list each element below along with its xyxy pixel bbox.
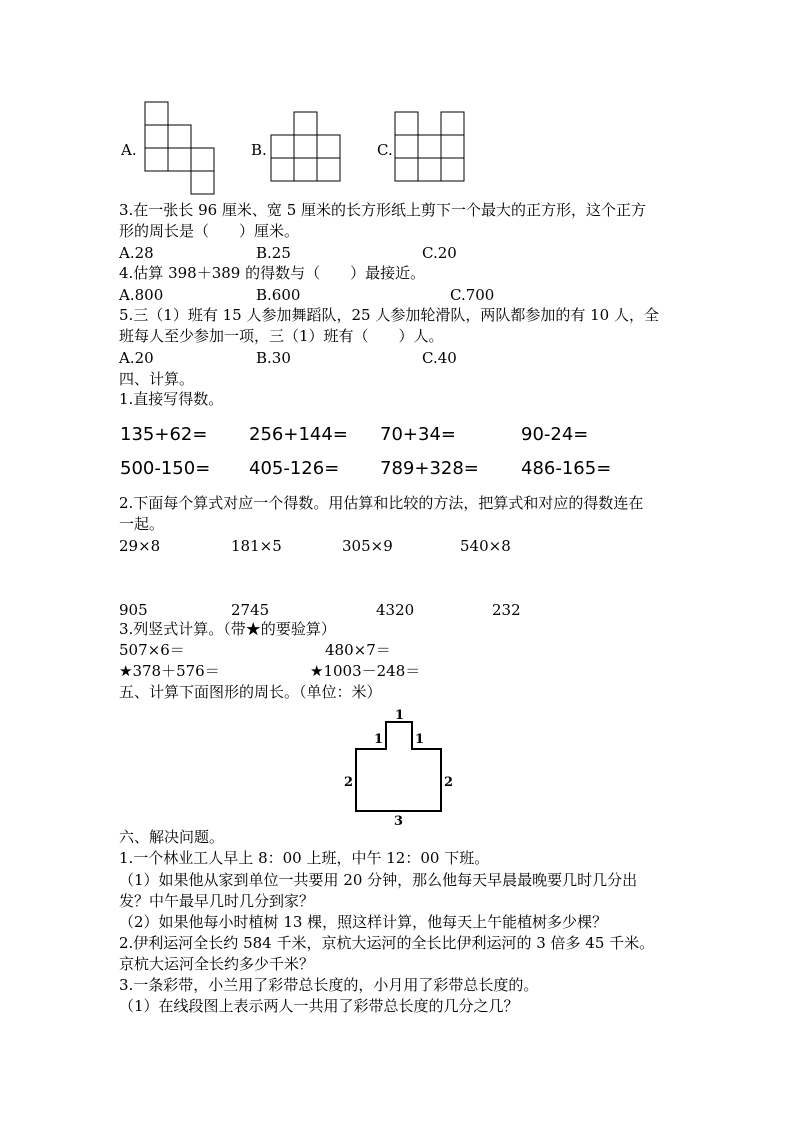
match-result-3: 4320 — [376, 601, 415, 619]
q5-line2: 班每人至少参加一项，三（1）班有（ ）人。 — [119, 327, 444, 345]
perimeter-figure — [340, 705, 460, 827]
match-expr-1: 29×8 — [119, 537, 161, 555]
label-right-big: 2 — [444, 775, 454, 790]
option-c-label: C. — [377, 141, 393, 159]
match-result-4: 232 — [492, 601, 521, 619]
section4-p2-line1: 2.下面每个算式对应一个得数。用估算和比较的方法，把算式和对应的得数连在 — [119, 494, 644, 512]
direct-calc-5: 500-150= — [120, 458, 211, 479]
q3-option-b: B.25 — [256, 244, 291, 262]
label-bottom: 3 — [394, 814, 404, 827]
vertical-calc-2: 480×7＝ — [325, 641, 391, 659]
option-b-figure — [266, 110, 346, 186]
q4-option-a: A.800 — [119, 286, 164, 304]
section6-q2-line2: 京杭大运河全长约多少千米？ — [119, 955, 315, 973]
q5-option-c: C.40 — [422, 349, 457, 367]
q5-line1: 5.三（1）班有 15 人参加舞蹈队，25 人参加轮滑队，两队都参加的有 10 人，全 — [119, 306, 659, 324]
direct-calc-3: 70+34= — [380, 424, 456, 445]
q4-option-b: B.600 — [256, 286, 301, 304]
direct-calc-6: 405-126= — [249, 458, 340, 479]
q3-line1: 3.在一张长 96 厘米、宽 5 厘米的长方形纸上剪下一个最大的正方形，这个正方 — [119, 201, 647, 219]
section6-title: 六、解决问题。 — [119, 828, 225, 846]
section4-p3: 3.列竖式计算。（带★的要验算） — [119, 620, 336, 638]
section6-q1a-line2: 发？中午最早几时几分到家？ — [119, 892, 315, 910]
section4-p1: 1.直接写得数。 — [119, 390, 224, 408]
vertical-calc-1: 507×6＝ — [119, 641, 185, 659]
q3-line2: 形的周长是（ ）厘米。 — [119, 222, 300, 240]
section6-q1b: （2）如果他每小时植树 13 棵，照这样计算，他每天上午能植树多少棵？ — [119, 913, 608, 931]
option-b-label: B. — [251, 141, 267, 159]
match-result-2: 2745 — [231, 601, 270, 619]
section6-q2-line1: 2.伊利运河全长约 584 千米，京杭大运河的全长比伊利运河的 3 倍多 45 千米。 — [119, 934, 655, 952]
label-top: 1 — [395, 708, 405, 723]
q5-option-b: B.30 — [256, 349, 291, 367]
option-a-figure — [140, 100, 220, 196]
vertical-calc-4: ★1003－248＝ — [310, 662, 421, 680]
section5-title: 五、计算下面图形的周长。（单位：米） — [119, 683, 382, 701]
direct-calc-8: 486-165= — [521, 458, 612, 479]
label-left-small: 1 — [374, 732, 384, 747]
match-result-1: 905 — [119, 601, 148, 619]
section6-q3: 3.一条彩带，小兰用了彩带总长度的，小月用了彩带总长度的。 — [119, 976, 539, 994]
label-left-big: 2 — [344, 775, 354, 790]
section4-title: 四、计算。 — [119, 370, 195, 388]
vertical-calc-3: ★378＋576＝ — [119, 662, 220, 680]
q4-option-c: C.700 — [450, 286, 495, 304]
match-expr-4: 540×8 — [460, 537, 511, 555]
match-expr-2: 181×5 — [231, 537, 282, 555]
section4-p2-line2: 一起。 — [119, 515, 165, 533]
q3-option-a: A.28 — [119, 244, 154, 262]
label-right-small: 1 — [415, 732, 425, 747]
direct-calc-2: 256+144= — [249, 424, 348, 445]
direct-calc-4: 90-24= — [521, 424, 589, 445]
q5-option-a: A.20 — [119, 349, 154, 367]
section6-q1a-line1: （1）如果他从家到单位一共要用 20 分钟，那么他每天早晨最晚要几时几分出 — [119, 871, 638, 889]
section6-q1: 1.一个林业工人早上 8：00 上班，中午 12：00 下班。 — [119, 849, 490, 867]
q4-line1: 4.估算 398＋389 的得数与（ ）最接近。 — [119, 264, 426, 282]
option-c-figure — [390, 110, 470, 186]
match-expr-3: 305×9 — [342, 537, 393, 555]
q3-option-c: C.20 — [422, 244, 457, 262]
option-a-label: A. — [121, 141, 137, 159]
section6-q3a: （1）在线段图上表示两人一共用了彩带总长度的几分之几？ — [119, 997, 519, 1015]
direct-calc-7: 789+328= — [380, 458, 479, 479]
direct-calc-1: 135+62= — [120, 424, 208, 445]
